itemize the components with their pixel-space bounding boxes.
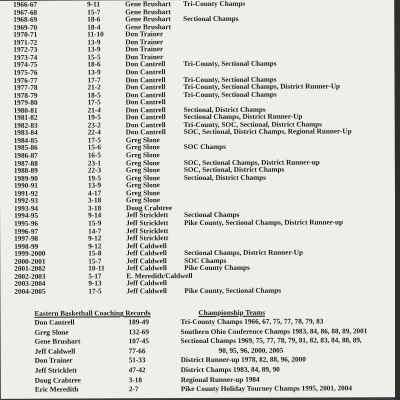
season-record: 13-9 (87, 38, 101, 47)
season-coach: Don Trainer (125, 52, 164, 62)
season-coach: Gene Brushart (125, 0, 171, 9)
season-note: Sectional Champs, District Runner-Up (183, 112, 303, 122)
championship-line: Southern Ohio Conference Champs 1983, 84, 86, 88, 89, 2001 (180, 326, 368, 336)
season-record: 15-5 (87, 53, 101, 62)
season-record: 13-9 (87, 181, 102, 190)
season-coach: Jeff Caldwell (126, 264, 167, 273)
season-coach: Jeff Stricklett (126, 234, 169, 243)
season-record: 5-17 (88, 272, 102, 281)
season-note: Tri-County, SOC, Sectional, District Champs (183, 120, 322, 129)
season-coach: Greg Slone (125, 136, 160, 145)
season-coach: Greg Slone (125, 181, 160, 190)
season-record: 19-5 (87, 174, 102, 183)
season-year: 1969-70 (13, 23, 38, 32)
season-year: 1978-79 (13, 91, 38, 100)
season-year: 1988-89 (13, 166, 38, 175)
season-year: 2003-2004 (14, 280, 46, 289)
coach-name: Don Cantrell (34, 318, 75, 327)
season-coach: Don Trainer (125, 45, 164, 54)
championship-line: District Champs 1983, 84, 89, 90 (180, 365, 280, 375)
season-record: 15-7 (87, 7, 101, 17)
season-record: 19-5 (87, 113, 101, 122)
season-record: 15-9 (88, 219, 102, 228)
season-year: 1980-81 (13, 106, 38, 115)
season-year: 1985-86 (13, 144, 38, 153)
season-note: SOC, Sectional, District Champs, Regional Runner-Up (183, 127, 352, 137)
season-note: Tri-County, Sectional Champs (183, 75, 277, 84)
championship-line: Pike County Holiday Tourney Champs 1995, 2001, 2004 (180, 384, 352, 394)
season-coach: Jeff Caldwell (126, 279, 167, 288)
background-edge (395, 0, 400, 400)
championship-line: Sectional Champs 1969, 75, 77, 78, 79, 81, 82, 83, 84, 88, 89, (180, 336, 362, 346)
season-year: 1967-68 (13, 8, 38, 17)
season-record: 18-6 (87, 60, 101, 69)
season-year: 1998-99 (14, 242, 39, 251)
coach-win-loss: 132-69 (128, 327, 149, 336)
coach-name: Jeff Caldwell (34, 347, 76, 356)
season-note: Sectional Champs, District Runner-Up (184, 248, 303, 258)
season-record: 17-5 (87, 98, 101, 107)
season-year: 1992-93 (13, 196, 38, 206)
season-coach: Jeff Stricklett (126, 226, 169, 235)
season-note: Sectional Champs (183, 14, 239, 24)
coach-name: Eric Meredith (34, 385, 79, 394)
season-record: 22-4 (87, 128, 101, 137)
season-record: 10-11 (88, 264, 105, 273)
season-record: 4-17 (87, 189, 102, 198)
season-year: 2004-2005 (14, 287, 46, 296)
season-note: Tri-County, Sectional Champs, District Runner-Up (183, 82, 341, 92)
coach-record-row (1, 384, 396, 395)
championship-line-cont: 90, 95, 96, 2000, 2005 (218, 346, 284, 355)
season-year: 1999-2000 (14, 249, 46, 258)
season-coach: Jeff Caldwell (126, 287, 167, 296)
coach-name: Doug Crabtree (34, 376, 81, 385)
season-year: 1979-80 (13, 98, 38, 107)
season-year: 1996-97 (14, 227, 39, 236)
coach-win-loss: 3-18 (128, 375, 142, 384)
season-record: 17-5 (88, 287, 102, 296)
season-year: 1986-87 (13, 151, 38, 160)
season-year: 1987-88 (13, 159, 38, 168)
season-coach: Don Cantrell (125, 113, 166, 122)
season-year: 1976-77 (13, 76, 38, 85)
season-year: 1977-78 (13, 83, 38, 92)
season-year: 1983-84 (13, 129, 38, 138)
season-record: 18-5 (87, 91, 101, 100)
season-coach: Don Trainer (125, 30, 164, 39)
season-note: Sectional, District Champs (183, 173, 266, 182)
season-record: 14-7 (88, 226, 102, 235)
season-coach: Greg Slone (125, 188, 161, 198)
season-note: Sectional Champs (184, 211, 240, 220)
season-coach: Gene Brushart (125, 7, 171, 16)
season-row (0, 286, 395, 297)
season-coach: E. Meredith/Caldwell (126, 271, 193, 281)
season-coach: Jeff Stricklett (126, 219, 169, 228)
season-year: 1984-85 (13, 136, 38, 145)
season-year: 1974-75 (13, 61, 38, 70)
coach-win-loss: 2-7 (128, 385, 139, 394)
season-coach: Greg Slone (125, 196, 161, 205)
coach-name: Don Trainer (34, 356, 73, 366)
season-note: Pike County Champs (184, 264, 250, 273)
season-year: 1982-83 (13, 121, 38, 130)
season-year: 1990-91 (13, 181, 38, 190)
season-coach: Don Cantrell (125, 60, 166, 69)
season-coach: Gene Brushart (125, 22, 171, 31)
season-coach: Don Cantrell (125, 105, 166, 115)
season-record: 3-18 (87, 196, 102, 205)
season-record: 17-7 (87, 75, 101, 84)
season-record: 17-5 (87, 136, 101, 145)
season-year: 1993-94 (14, 204, 39, 213)
season-year: 1972-73 (13, 45, 38, 55)
season-coach: Jeff Stricklett (126, 211, 169, 220)
season-note: SOC Champs (184, 256, 227, 265)
season-year: 1997-98 (14, 234, 39, 243)
season-record: 9-14 (88, 211, 102, 220)
season-note: SOC, Sectional, District Champs (183, 165, 285, 175)
season-coach: Don Cantrell (125, 98, 166, 107)
season-record: 21-2 (87, 83, 101, 92)
season-year: 1968-69 (13, 15, 38, 24)
season-note: Pike County, Sectional Champs, District Runner-up (184, 218, 343, 227)
coach-win-loss: 51-33 (128, 356, 146, 365)
season-coach: Greg Slone (125, 158, 160, 167)
season-year: 1975-76 (13, 68, 38, 77)
season-note: SOC Champs (183, 143, 226, 152)
season-record: 9-12 (88, 234, 102, 243)
season-coach: Don Cantrell (125, 90, 166, 99)
championship-line: Tri-County Champs 1966, 67, 75, 77, 78, 79, 83 (180, 317, 324, 327)
season-record: 18-4 (87, 23, 101, 32)
season-record: 15-8 (88, 249, 102, 258)
season-year: 1995-96 (14, 219, 39, 228)
season-record: 13-9 (87, 45, 101, 54)
season-coach: Greg Slone (125, 173, 160, 182)
season-record: 13-9 (87, 68, 101, 77)
season-note: SOC, Sectional Champs, District Runner-up (183, 158, 320, 167)
season-record: 23-2 (87, 121, 101, 130)
coach-win-loss: 107-45 (128, 337, 150, 346)
season-year: 2000-2001 (14, 257, 46, 266)
season-coach: Gene Brushart (125, 15, 171, 24)
season-coach: Doug Crabtree (126, 203, 173, 213)
season-note: Sectional, District Champs (183, 105, 266, 114)
season-coach: Don Cantrell (125, 120, 166, 130)
season-record: 9-11 (87, 0, 100, 9)
season-record: 23-1 (87, 158, 102, 168)
coach-win-loss: 47-42 (128, 366, 146, 375)
season-coach: Don Cantrell (125, 83, 166, 92)
season-note: Tri-County Champs (183, 0, 246, 9)
season-coach: Jeff Caldwell (126, 241, 167, 250)
championship-teams-heading: Championship Teams (198, 308, 266, 317)
season-coach: Jeff Caldwell (126, 256, 167, 265)
season-note: Tri-County, Sectional Champs (183, 60, 277, 69)
season-record: 9-12 (88, 242, 102, 251)
season-note: Pike County, Sectional Champs (184, 286, 282, 295)
season-year: 1989-90 (13, 174, 38, 183)
season-year: 2001-2002 (14, 264, 46, 274)
season-year: 1991-92 (13, 189, 38, 198)
season-coach: Jeff Caldwell (126, 249, 167, 258)
season-record: 11-10 (87, 30, 104, 39)
season-year: 2002-2003 (14, 272, 46, 281)
coach-win-loss: 189-49 (128, 318, 149, 327)
coach-name: Greg Slone (34, 328, 69, 337)
season-note: Tri-County, Sectional Champs (183, 90, 277, 99)
coaching-records-heading: Eastern Basketball Coaching Records (34, 309, 151, 318)
season-record: 22-3 (87, 166, 102, 175)
championship-line: Regional Runner-up 1984 (180, 375, 260, 384)
season-year: 1966-67 (13, 0, 38, 9)
season-coach: Greg Slone (125, 151, 160, 160)
season-record: 15-7 (88, 257, 102, 266)
coach-name: Gene Brushart (34, 337, 81, 346)
season-year: 1973-74 (13, 53, 38, 62)
season-record: 18-6 (87, 15, 101, 24)
season-coach: Don Trainer (125, 37, 164, 47)
coach-name: Jeff Stricklett (34, 366, 77, 375)
coach-win-loss: 77-66 (128, 347, 146, 356)
season-record: 15-6 (87, 143, 101, 152)
season-coach: Greg Slone (125, 143, 160, 152)
championship-line: District Runner-up 1978, 82, 88, 96, 2000 (180, 355, 306, 365)
season-coach: Greg Slone (125, 166, 160, 175)
season-coach: Don Cantrell (125, 128, 166, 137)
season-record: 9-13 (88, 279, 102, 288)
season-year: 1994-95 (14, 212, 39, 221)
season-record: 21-4 (87, 106, 101, 115)
season-year: 1981-82 (13, 113, 38, 123)
season-record: 3-18 (88, 204, 102, 213)
season-coach: Don Cantrell (125, 75, 166, 84)
season-record: 16-5 (87, 151, 102, 160)
season-year: 1970-71 (13, 30, 38, 39)
season-year: 1971-72 (13, 38, 38, 47)
season-coach: Don Cantrell (125, 68, 166, 77)
